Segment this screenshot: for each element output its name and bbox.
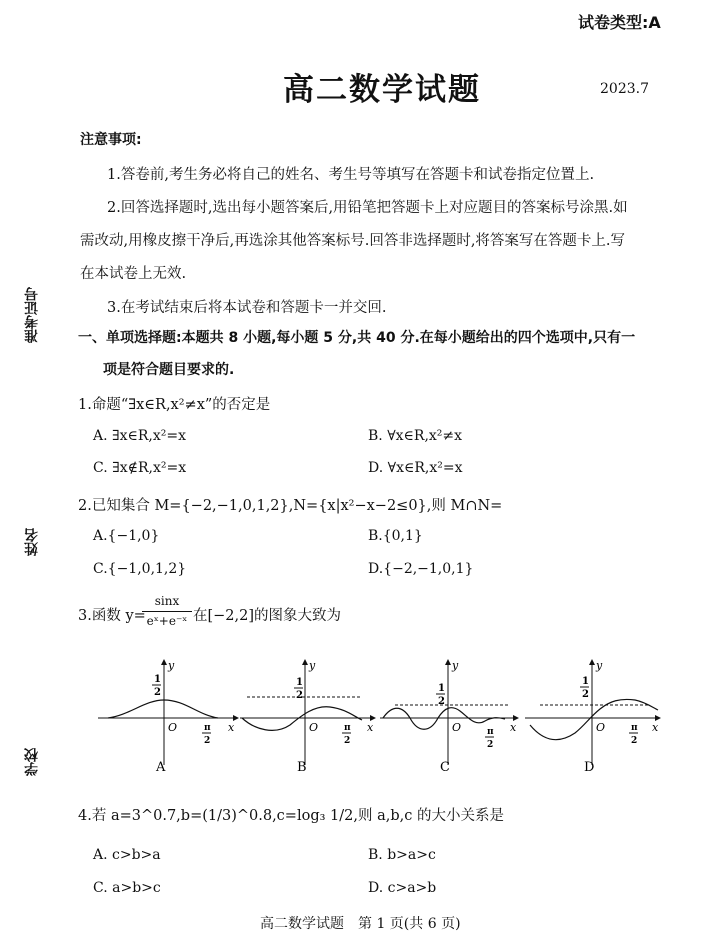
graph-b-pi-den: 2 — [344, 736, 351, 746]
q4-option-b: B. b>a>c — [368, 847, 436, 863]
graph-a-half-den: 2 — [154, 687, 161, 698]
q1-option-a: A. ∃x∈R,x²=x — [93, 428, 186, 444]
q1-option-d: D. ∀x∈R,x²=x — [368, 460, 463, 476]
graph-d-pi-den: 2 — [631, 736, 638, 746]
graph-d-label: D — [584, 760, 595, 775]
q3-fraction-num: sinx — [154, 594, 180, 608]
graph-c-x-label: x — [510, 721, 517, 734]
graph-a-pi-den: 2 — [204, 736, 211, 746]
graph-c-pi-den: 2 — [487, 740, 494, 750]
graph-b-origin: O — [309, 721, 319, 734]
q2-option-b: B.{0,1} — [368, 528, 423, 544]
graph-d-y-label: y — [596, 659, 603, 672]
graph-a-half-num: 1 — [154, 674, 161, 685]
q3-suffix: 在[−2,2]的图象大致为 — [193, 608, 342, 624]
q1-option-c: C. ∃x∉R,x²=x — [93, 460, 187, 476]
graph-c-pi-num: π — [487, 727, 494, 737]
graph-d-half-den: 2 — [582, 689, 589, 700]
q3-graphs — [90, 655, 670, 780]
q4-option-a: A. c>b>a — [93, 847, 161, 863]
graph-a-label: A — [156, 760, 166, 775]
graph-b-pi-num: π — [344, 723, 351, 733]
section-heading: 一、单项选择题:本题共 8 小题,每小题 5 分,共 40 分.在每小题给出的四个选项中,只有一 — [78, 330, 636, 346]
graph-c — [380, 659, 518, 775]
notice-item-3: 3.在考试结束后将本试卷和答题卡一并交回. — [107, 300, 387, 316]
q2-option-d: D.{−2,−1,0,1} — [368, 561, 474, 577]
graph-a-origin: O — [168, 721, 178, 734]
graph-d-x-label: x — [652, 721, 659, 734]
section-heading-cont: 项是符合题目要求的. — [103, 362, 235, 378]
q3-fraction-bar — [142, 611, 192, 612]
notice-heading: 注意事项: — [80, 132, 142, 148]
graph-d-origin: O — [596, 721, 606, 734]
q3-fraction-den: eˣ+e⁻ˣ — [146, 614, 188, 628]
graph-b-y-label: y — [309, 659, 316, 672]
side-label-school: 学校 — [24, 748, 40, 776]
graph-c-half-den: 2 — [438, 696, 445, 707]
q4-option-d: D. c>a>b — [368, 880, 437, 896]
graph-d-curve — [530, 699, 658, 739]
notice-item-2-end: 在本试卷上无效. — [80, 266, 187, 282]
q2-option-c: C.{−1,0,1,2} — [93, 561, 187, 577]
side-label-exam-id: 准考证号 — [24, 287, 40, 343]
side-label-name: 姓名 — [24, 528, 40, 556]
notice-item-2-cont: 需改动,用橡皮擦干净后,再选涂其他答案标号.回答非选择题时,将答案写在答题卡上.写 — [80, 233, 626, 249]
q3-prefix: 3.函数 y= — [78, 608, 146, 624]
graph-b-x-label: x — [367, 721, 374, 734]
q4-option-c: C. a>b>c — [93, 880, 161, 896]
q1-stem: 1.命题“∃x∈R,x²≠x”的否定是 — [78, 397, 271, 413]
graph-a-curve — [108, 700, 218, 718]
graph-a — [98, 659, 238, 775]
page-title: 高二数学试题 — [283, 72, 481, 108]
graph-c-origin: O — [452, 721, 462, 734]
page-footer: 高二数学试题 第 1 页(共 6 页) — [260, 916, 461, 932]
graph-a-pi-num: π — [204, 723, 211, 733]
graph-d-pi-num: π — [631, 723, 638, 733]
graph-d — [525, 659, 660, 775]
graph-b — [240, 659, 375, 775]
graph-b-half-den: 2 — [296, 690, 303, 701]
graph-b-label: B — [297, 760, 307, 775]
graph-d-half-num: 1 — [582, 676, 589, 687]
paper-type-label: 试卷类型:A — [578, 13, 661, 32]
graph-a-x-label: x — [228, 721, 235, 734]
graph-c-half-num: 1 — [438, 683, 445, 694]
notice-item-1: 1.答卷前,考生务必将自己的姓名、考生号等填写在答题卡和试卷指定位置上. — [107, 167, 595, 183]
graph-b-half-num: 1 — [296, 677, 303, 688]
exam-date: 2023.7 — [600, 81, 649, 97]
graph-c-y-label: y — [452, 659, 459, 672]
q1-option-b: B. ∀x∈R,x²≠x — [368, 428, 463, 444]
q2-option-a: A.{−1,0} — [93, 528, 160, 544]
q4-stem: 4.若 a=3^0.7,b=(1/3)^0.8,c=log₃ 1/2,则 a,b,c 的大小关系是 — [78, 808, 504, 824]
graph-c-label: C — [440, 760, 450, 775]
q2-stem: 2.已知集合 M={−2,−1,0,1,2},N={x|x²−x−2≤0},则 M∩N= — [78, 498, 503, 514]
notice-item-2: 2.回答选择题时,选出每小题答案后,用铅笔把答题卡上对应题目的答案标号涂黑.如 — [107, 200, 628, 216]
graph-a-y-label: y — [168, 659, 175, 672]
